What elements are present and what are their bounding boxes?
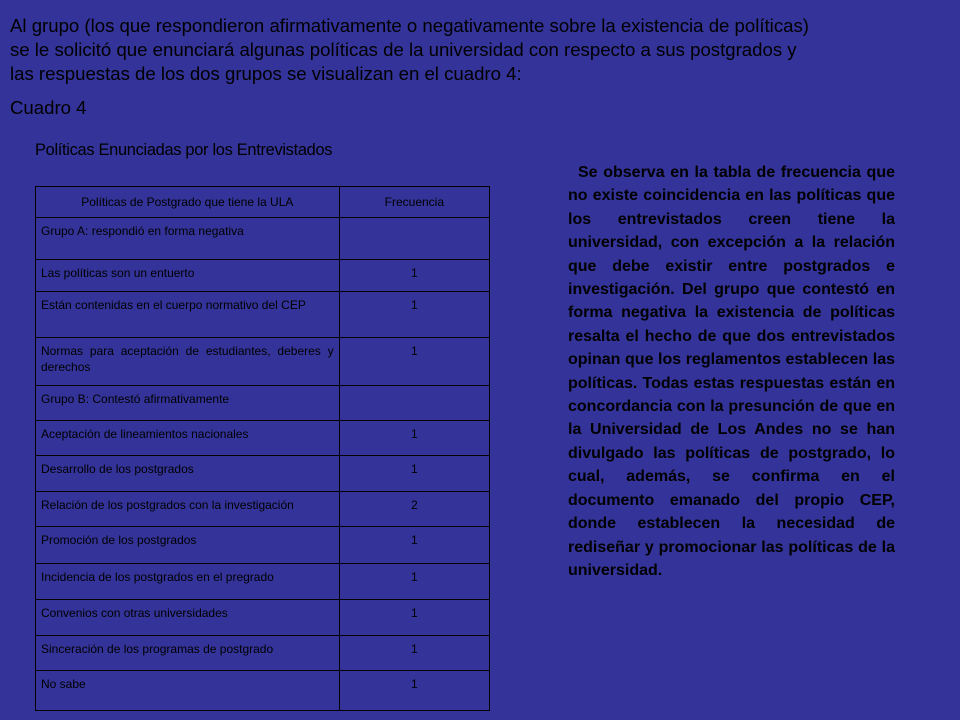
table-cell-frequency — [339, 386, 489, 421]
table-cell-policy: Grupo B: Contestó afirmativamente — [36, 386, 340, 421]
table-cell-policy: Las políticas son un entuerto — [36, 260, 340, 292]
table-cell-policy: Aceptación de lineamientos nacionales — [36, 421, 340, 456]
table-cell-frequency: 1 — [339, 260, 489, 292]
table-cell-policy: Incidencia de los postgrados en el pregrado — [36, 564, 340, 600]
intro-line: las respuestas de los dos grupos se visualizan en el cuadro 4: — [10, 63, 522, 84]
table-cell-frequency: 1 — [339, 600, 489, 636]
table-cell-frequency: 1 — [339, 564, 489, 600]
table-row — [36, 600, 490, 636]
cuadro-label: Cuadro 4 — [10, 97, 87, 118]
table-cell-policy: Sinceración de los programas de postgrado — [36, 636, 340, 671]
table-cell-frequency: 1 — [339, 338, 489, 386]
table-row — [36, 218, 490, 260]
table-cell-policy: Están contenidas en el cuerpo normativo del CEP — [36, 292, 340, 338]
table-cell-frequency: 1 — [339, 527, 489, 564]
table-cell-policy: Normas para aceptación de estudiantes, deberes y derechos — [36, 338, 340, 386]
table-row — [36, 421, 490, 456]
table-header-row — [36, 187, 490, 218]
table-cell-policy: Promoción de los postgrados — [36, 527, 340, 564]
table-row — [36, 456, 490, 492]
table-cell-frequency: 1 — [339, 421, 489, 456]
table-cell-policy: Desarrollo de los postgrados — [36, 456, 340, 492]
table-row — [36, 527, 490, 564]
table-row — [36, 492, 490, 527]
table-row — [36, 386, 490, 421]
table-cell-frequency: 1 — [339, 292, 489, 338]
table-cell-frequency: 1 — [339, 671, 489, 711]
column-header-policies: Políticas de Postgrado que tiene la ULA — [36, 187, 340, 218]
intro-line: se le solicitó que enunciará algunas políticas de la universidad con respecto a sus postgrados y — [10, 39, 797, 60]
column-header-frequency: Frecuencia — [339, 187, 489, 218]
table-cell-frequency: 2 — [339, 492, 489, 527]
policies-table — [35, 186, 490, 711]
table-row — [36, 671, 490, 711]
table-cell-policy: Relación de los postgrados con la investigación — [36, 492, 340, 527]
table-cell-policy: Grupo A: respondió en forma negativa — [36, 218, 340, 260]
table-row — [36, 636, 490, 671]
commentary-paragraph: Se observa en la tabla de frecuencia que no existe coincidencia en las políticas que los entrevistados creen tiene la universidad, con excepción a la relación que debe existir entre postgrados e investigación. Del grupo que contestó en forma negativa la existencia de políticas resalta el hecho de que dos entrevistados opinan que los reglamentos establecen las políticas. Todas estas respuestas están en concordancia con la presunción de que en la Universidad de Los Andes no se han divulgado las políticas de postgrado, lo cual, además, se confirma en el documento emanado del propio CEP, donde establecen la necesidad de rediseñar y promocionar las políticas de la universidad. — [568, 164, 895, 579]
table-cell-frequency: 1 — [339, 636, 489, 671]
table-cell-frequency — [339, 218, 489, 260]
table-row — [36, 260, 490, 292]
intro-line: Al grupo (los que respondieron afirmativamente o negativamente sobre la existencia de políticas) — [10, 15, 809, 36]
table-row — [36, 338, 490, 386]
table-title: Políticas Enunciadas por los Entrevistados — [35, 141, 333, 159]
table-row — [36, 292, 490, 338]
table-cell-frequency: 1 — [339, 456, 489, 492]
intro-paragraph — [10, 14, 950, 86]
table-cell-policy: No sabe — [36, 671, 340, 711]
table-cell-policy: Convenios con otras universidades — [36, 600, 340, 636]
table-row — [36, 564, 490, 600]
